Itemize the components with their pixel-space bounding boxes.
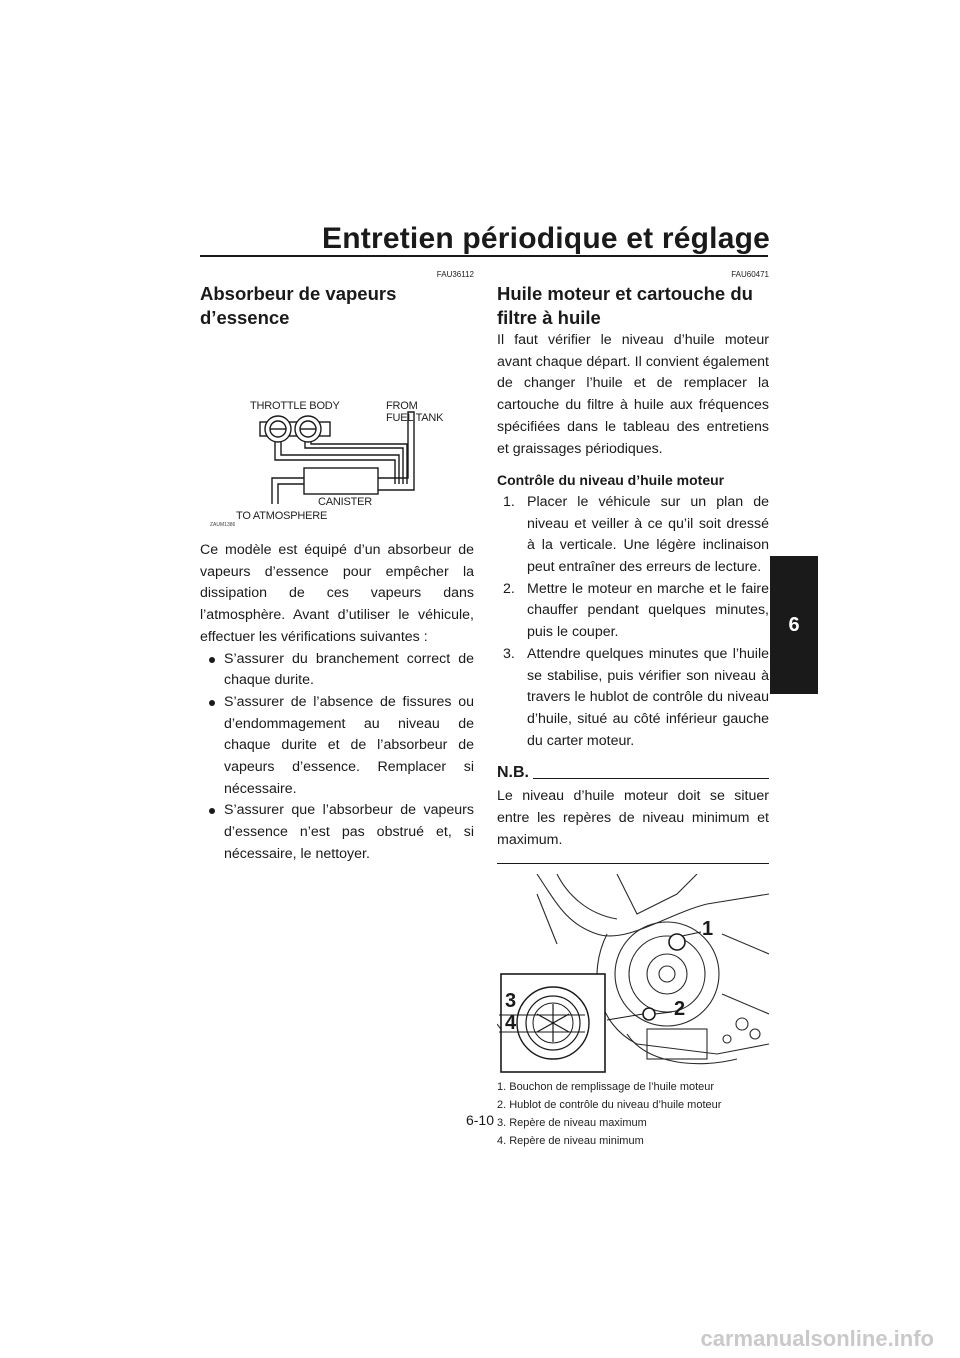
right-column — [497, 270, 769, 1150]
section-intro: Il faut vérifier le niveau d’huile moteur avant chaque départ. Il convient également de changer l’huile et de remplacer la cartouche du filtre à huile aux fréquences spécifiées dans le tableau des entretiens et graissages périodiques. — [497, 332, 769, 457]
label-fuel-tank: FUEL TANK — [386, 412, 444, 424]
section-code: FAU36112 — [436, 270, 474, 279]
note-label: N.B. — [497, 764, 529, 782]
section-code: FAU60471 — [731, 270, 769, 279]
check-list — [200, 649, 474, 866]
section-intro: Ce modèle est équipé d’un absorbeur de vapeurs d’essence pour empêcher la dissipation de ces vapeurs dans l’atmosphère. Avant d’utiliser le véhicule, effectuer les vérifications suivantes : — [200, 542, 474, 645]
step-item: 2. Mettre le moteur en marche et le faire chauffer pendant quelques minutes, puis le couper. — [503, 580, 769, 641]
page-title: Entretien périodique et réglage — [322, 222, 770, 255]
callout-3: 3 — [505, 990, 517, 1013]
section-heading: Huile moteur et cartouche du filtre à huile — [497, 283, 753, 328]
step-item: 3. Attendre quelques minutes que l’huile se stabilise, puis vérifier son niveau à travers le hublot de contrôle du niveau d’huile, situé au côté inférieur gauche du carter moteur. — [503, 645, 769, 749]
bullet-icon — [209, 657, 215, 663]
page-number: 6-10 — [465, 1112, 495, 1128]
bullet-icon — [209, 808, 215, 814]
steps-list — [497, 492, 769, 752]
label-canister: CANISTER — [318, 496, 373, 508]
label-to-atmosphere: TO ATMOSPHERE — [236, 510, 328, 522]
callout-2: 2 — [674, 998, 686, 1021]
canister-hose-drawing — [200, 332, 474, 522]
figure-code: ZAUM1386 — [210, 522, 236, 528]
caption-item: 1. Bouchon de remplissage de l’huile moteur — [497, 1081, 715, 1094]
list-item: S’assurer que l’absorbeur de vapeurs d’essence n’est pas obstrué et, si nécessaire, le nettoyer. — [200, 800, 474, 865]
header-rule — [200, 255, 768, 257]
watermark: carmanualsonline.info — [700, 1326, 934, 1351]
bullet-icon — [209, 700, 215, 706]
chapter-tab: 6 — [770, 556, 818, 694]
caption-item: 2. Hublot de contrôle du niveau d’huile moteur — [497, 1099, 722, 1112]
section-heading: Absorbeur de vapeurs d’essence — [200, 283, 397, 328]
caption-item: 3. Repère de niveau maximum — [497, 1117, 647, 1130]
note-text: Le niveau d’huile moteur doit se situer entre les repères de niveau minimum et maximum. — [497, 788, 769, 848]
subheading: Contrôle du niveau d’huile moteur — [497, 472, 725, 489]
note-end-rule — [497, 863, 769, 864]
callout-1: 1 — [702, 918, 714, 941]
engine-photo — [497, 874, 769, 1074]
engine-illustration — [497, 874, 769, 1074]
label-throttle-body: THROTTLE BODY — [250, 400, 340, 412]
list-item: S’assurer du branchement correct de chaque durite. — [200, 649, 474, 692]
note-rule — [533, 778, 769, 779]
step-item: 1. Placer le véhicule sur un plan de niveau et veiller à ce qu’il soit dressé à la verticale. Une légère inclinaison peut entraîner des erreurs de lecture. — [503, 493, 769, 576]
caption-item: 4. Repère de niveau minimum — [497, 1135, 644, 1148]
list-item: S’assurer de l’absence de fissures ou d’endommagement au niveau de chaque durite et de l’absorbeur de vapeurs d’essence. Remplacer si nécessaire. — [200, 692, 474, 801]
note-header — [497, 764, 769, 782]
canister-diagram — [200, 332, 474, 522]
left-column — [200, 270, 474, 866]
callout-4: 4 — [505, 1012, 517, 1035]
label-from: FROM — [386, 400, 418, 412]
